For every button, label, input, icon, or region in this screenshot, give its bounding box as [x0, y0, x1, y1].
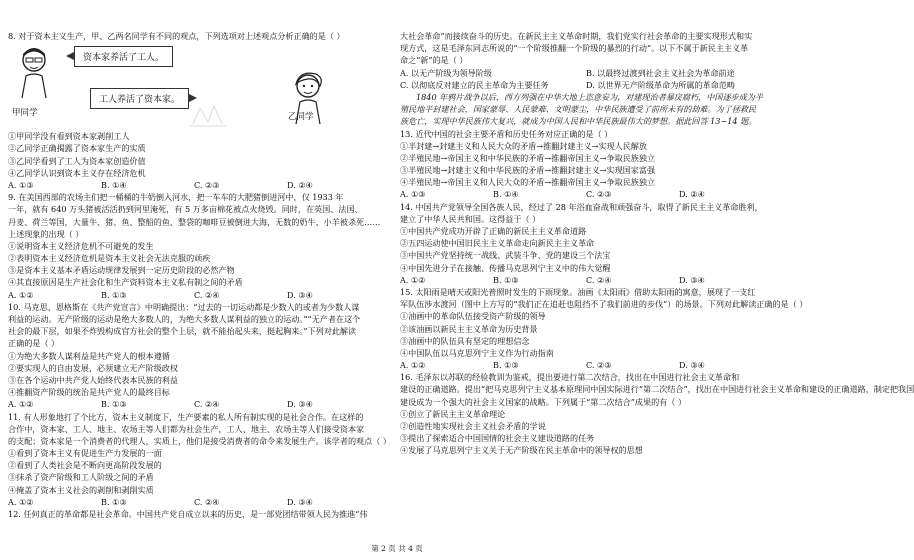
speech-bubble-a: 资本家养活了工人。: [74, 46, 173, 67]
question-9-options: [8, 289, 380, 301]
student-a-icon: [14, 44, 54, 100]
option-c[interactable]: C. ②③: [586, 360, 612, 371]
text-line: ③油画中的队伍具有坚定的理想信念: [400, 335, 530, 346]
speech-bubble-b: 工人养活了资本家。: [90, 88, 189, 109]
student-b-label: 乙同学: [288, 112, 314, 123]
text-line: 11. 有人形象地打了个比方，资本主义制度下，生产要素的私人所有制实现的是社会合作。在这样的: [8, 411, 364, 422]
text-line: 殖民地半封建社会，国家蒙辱、人民蒙难、文明蒙尘，中华民族遭受了前所未有的劫难。为了拯救民: [400, 104, 757, 115]
text-line: 14. 中国共产党领导全国各族人民，经过了 28 年浴血奋战和顽强奋斗，取得了新民主主义革命胜利，: [400, 201, 763, 212]
statement: ②乙同学正确揭露了资本家生产的实质: [8, 143, 146, 154]
text-line: ②表明资本主义经济危机是资本主义社会无法克服的顽疾: [8, 253, 211, 264]
option-a[interactable]: A. ①③: [400, 189, 426, 200]
text-line: 现方式，这是毛泽东同志所说的“一个阶级推翻一个阶级的暴烈的行动”。以下不属于新民主主义革: [400, 43, 749, 54]
option-d[interactable]: D. ③④: [679, 274, 705, 285]
option-d[interactable]: D. 以世界无产阶级革命为所属的革命范畴: [586, 79, 735, 90]
question-13-options: [400, 188, 772, 200]
text-line: 1840 年鸦片战争以后，西方列强在中华大地上恣意妄为，对建现治者暴戾腐朽，中国逐步成为半: [416, 91, 763, 102]
text-line: ③是资本主义基本矛盾运动规律发展到一定历史阶段的必然产物: [8, 265, 235, 276]
text-line: ①创立了新民主主义革命理论: [400, 408, 506, 419]
question-12-continued: [400, 30, 772, 67]
text-line: 一年，就有 640 万头猪被活活扔到河里淹死，有 5 万多亩棉花被点火烧毁。同时，在英国、法国、: [8, 204, 363, 215]
option-c[interactable]: C. ②④: [194, 399, 220, 410]
option-c[interactable]: C. ②④: [194, 289, 220, 300]
text-line: ①为绝大多数人谋利益是共产党人的根本遵循: [8, 350, 170, 361]
reading-passage: [400, 91, 772, 128]
option-b[interactable]: B. ①③: [493, 274, 519, 285]
text-line: 军队伍涉水渡河（图中上方写的“我们正在追赶也阻挡不了我们前进的步伐”）的场景。下列对此解读正确的是（ ）: [400, 299, 808, 310]
text-line: ③抹杀了资产阶级和工人阶级之间的矛盾: [8, 472, 154, 483]
text-line: ②半殖民地→帝国主义和中华民族的矛盾→推翻帝国主义→争取民族独立: [400, 152, 656, 163]
question-10-options: [8, 398, 380, 410]
option-d[interactable]: D. ②④: [287, 179, 313, 190]
text-line: ④中国队伍以马克思列宁主义作为行动指南: [400, 347, 554, 358]
text-line: ③在各个运动中共产党人始终代表本民族的利益: [8, 374, 178, 385]
option-b[interactable]: B. 以最终过渡到社会主义社会为革命前途: [586, 67, 735, 78]
page-footer: 第 2 页 共 4 页: [371, 544, 423, 553]
statement: ③乙同学看到了工人为资本家创造价值: [8, 155, 146, 166]
text-line: 丹麦、荷兰等国，大量牛、猪、鱼、整船的鱼、整袋的咖啡豆被倒进大海，无数的奶牛、小羊被杀死……: [8, 216, 381, 227]
question-8-stem: 8. 对于资本主义生产，甲、乙两名同学有不同的观点，下列选项对上述观点分析正确的是（ ）: [8, 31, 345, 41]
text-line: 命之“新”的是（ ）: [400, 55, 468, 66]
text-line: 的支配；资本家是一个消费者的代理人，实质上，他们是接受消费者的命令来发展生产。该学者的观点（ ）: [8, 435, 391, 446]
option-d[interactable]: D. ③④: [287, 399, 313, 410]
question-15: [400, 286, 808, 359]
option-a[interactable]: A. ①②: [8, 496, 34, 507]
text-line: 正确的是（ ）: [8, 338, 60, 349]
option-b[interactable]: B. ①④: [101, 179, 127, 190]
question-8-options: [8, 179, 380, 191]
text-line: 大社会革命”而接续奋斗的历史。在新民主主义革命时期，我们党实行社会革命的主要实现形式和实: [400, 31, 753, 41]
question-14: [400, 201, 772, 274]
text-line: ②创造性地实现社会主义社会矛盾的学说: [400, 421, 546, 431]
statement: ④乙同学认识到资本主义存在经济危机: [8, 167, 146, 178]
option-c[interactable]: C. ②③: [194, 179, 220, 190]
option-d[interactable]: D. ③④: [287, 289, 313, 300]
text-line: ③半殖民地→封建主义和中华民族的矛盾→推翻封建主义→实现国家富强: [400, 165, 656, 176]
text-line: 建设的正确道路。提出“把马克思列宁主义基本原理同中国实际进行“第二次结合”，找出在中国进行社会主义革命和建设的正确道路，制定把我国: [400, 384, 914, 395]
text-line: 合作中，资本家、工人、地主、农场主等人们都为社会生产，工人、地主、农场主等人们接受资本家: [8, 423, 365, 434]
text-line: 10. 马克思、恩格斯在《共产党宣言》中明确提出：“过去的一切运动都是少数人的或者为少数人谋: [8, 301, 360, 312]
option-c[interactable]: C. 以彻底反对建立的民主革命为主要任务: [400, 79, 549, 90]
text-line: ④推翻资产阶级的统治是共产党人的最终目标: [8, 387, 170, 398]
text-line: ②要实现人的自由发展，必须建立无产阶级政权: [8, 362, 178, 373]
text-line: ④其直接原因是生产社会化和生产资料资本主义私有制之间的矛盾: [8, 277, 243, 288]
option-b[interactable]: B. ①③: [101, 289, 127, 300]
text-line: ②五四运动使中国旧民主主义革命走向新民主主义革命: [400, 238, 595, 249]
question-9: [8, 191, 380, 289]
option-c[interactable]: C. ②③: [586, 189, 612, 200]
question-16: [400, 371, 914, 456]
option-b[interactable]: B. ①③: [101, 399, 127, 410]
text-line: ①半封建→封建主义和人民大众的矛盾→推翻封建主义→实现人民解放: [400, 140, 647, 151]
text-line: 上述现象的出现（ ）: [8, 228, 84, 239]
option-a[interactable]: A. ①③: [8, 179, 34, 190]
option-a[interactable]: A. ①②: [400, 360, 426, 371]
option-b[interactable]: B. ①④: [493, 189, 519, 200]
student-a-label: 甲同学: [12, 108, 38, 119]
text-line: 9. 在美国西部的农场主们把一桶桶的牛奶倒入河水，把一车车的大肥猪倒进河中，仅 1933 年: [8, 192, 344, 203]
text-line: ②看到了人类社会是不断向更高阶段发展的: [8, 460, 162, 471]
text-line: ③提出了探索适合中国国情的社会主义建设道路的任务: [400, 433, 595, 444]
text-line: 16. 毛泽东以苏联的经验教训为鉴戒，提出要进行第二次结合，找出在中国进行社会主义革命和: [400, 372, 740, 383]
text-line: ④发展了马克思列宁主义关于无产阶级在民主革命中的领导权的思想: [400, 445, 643, 456]
text-line: ②该油画以新民主主义革命为历史背景: [400, 323, 538, 334]
option-a[interactable]: A. 以无产阶级为领导阶级: [400, 67, 492, 78]
question-13: [400, 128, 772, 189]
text-line: 15. 太阳雨是晴天或阳光普照时发生的下雨现象。油画《太阳雨》借助太阳雨的寓意，展现了一支红: [400, 286, 756, 297]
question-10: [8, 301, 380, 399]
text-line: ①说明资本主义经济危机不可避免的发生: [8, 240, 154, 251]
dialogue-figure: [8, 44, 380, 126]
right-column: [400, 30, 914, 457]
question-15-options: [400, 359, 772, 371]
text-line: ①看到了资本主义有促进生产力发展的一面: [8, 448, 162, 459]
text-line: 族危亡，实现中华民族伟大复兴，就成为中国人民和中华民族最伟大的梦想。据此回答 13~14 题。: [400, 116, 757, 127]
option-c[interactable]: C. ②④: [586, 274, 612, 285]
option-a[interactable]: A. ①②: [8, 399, 34, 410]
question-11-options: [8, 496, 380, 508]
text-line: 建立了中华人民共和国。这得益于（ ）: [400, 213, 541, 224]
option-d[interactable]: D. ②④: [679, 189, 705, 200]
option-a[interactable]: A. ①②: [400, 274, 426, 285]
statement: ①甲同学没有看到资本家剥削工人: [8, 131, 130, 142]
option-b[interactable]: B. ①③: [101, 496, 127, 507]
text-line: ④半殖民地→帝国主义和人民大众的矛盾→推翻帝国主义→争取民族独立: [400, 177, 656, 188]
text-line: 13. 近代中国的社会主要矛盾和历史任务对应正确的是（ ）: [400, 128, 613, 139]
question-14-options: [400, 274, 772, 286]
left-column: [8, 30, 391, 520]
text-line: ①油画中的革命队伍接受资产阶级的领导: [400, 311, 546, 322]
text-line: ①中国共产党成功开辟了正确的新民主主义革命道路: [400, 226, 587, 236]
question-12-stem: 12. 任何真正的革命都是社会革命。中国共产党自成立以来的历史，是一部党团结带领人民为推進“伟: [8, 509, 368, 519]
option-d[interactable]: D. ③④: [287, 496, 313, 507]
decorative-tree-icon: [188, 102, 228, 128]
question-12-options-row2: [400, 79, 772, 91]
question-12-options-row1: [400, 67, 772, 79]
option-a[interactable]: A. ①②: [8, 289, 34, 300]
text-line: 利益的运动。无产阶级的运动是绝大多数人的，为绝大多数人谋利益的独立的运动。”“无产者在这个: [8, 314, 361, 324]
option-c[interactable]: C. ②④: [194, 496, 220, 507]
option-b[interactable]: B. ①③: [493, 360, 519, 371]
option-d[interactable]: D. ③④: [679, 360, 705, 371]
text-line: ④中国先进分子在接触、传播马克思列宁主义中的伟大觉醒: [400, 262, 611, 273]
text-line: 社会的最下层，如果不炸毁构成官方社会的整个上层，就不能抬起头来，挺起胸来。”下列对此解读: [8, 326, 357, 337]
text-line: ④掩盖了资本主义社会的剥削和剥削实质: [8, 484, 154, 495]
text-line: 建设成为一个强大的社会主义国家的战略。下列属于“第二次结合”成果的有（ ）: [400, 396, 687, 407]
question-11: [8, 411, 391, 496]
text-line: ③中国共产党坚持统一战线、武装斗争、党的建设三个法宝: [400, 250, 611, 261]
